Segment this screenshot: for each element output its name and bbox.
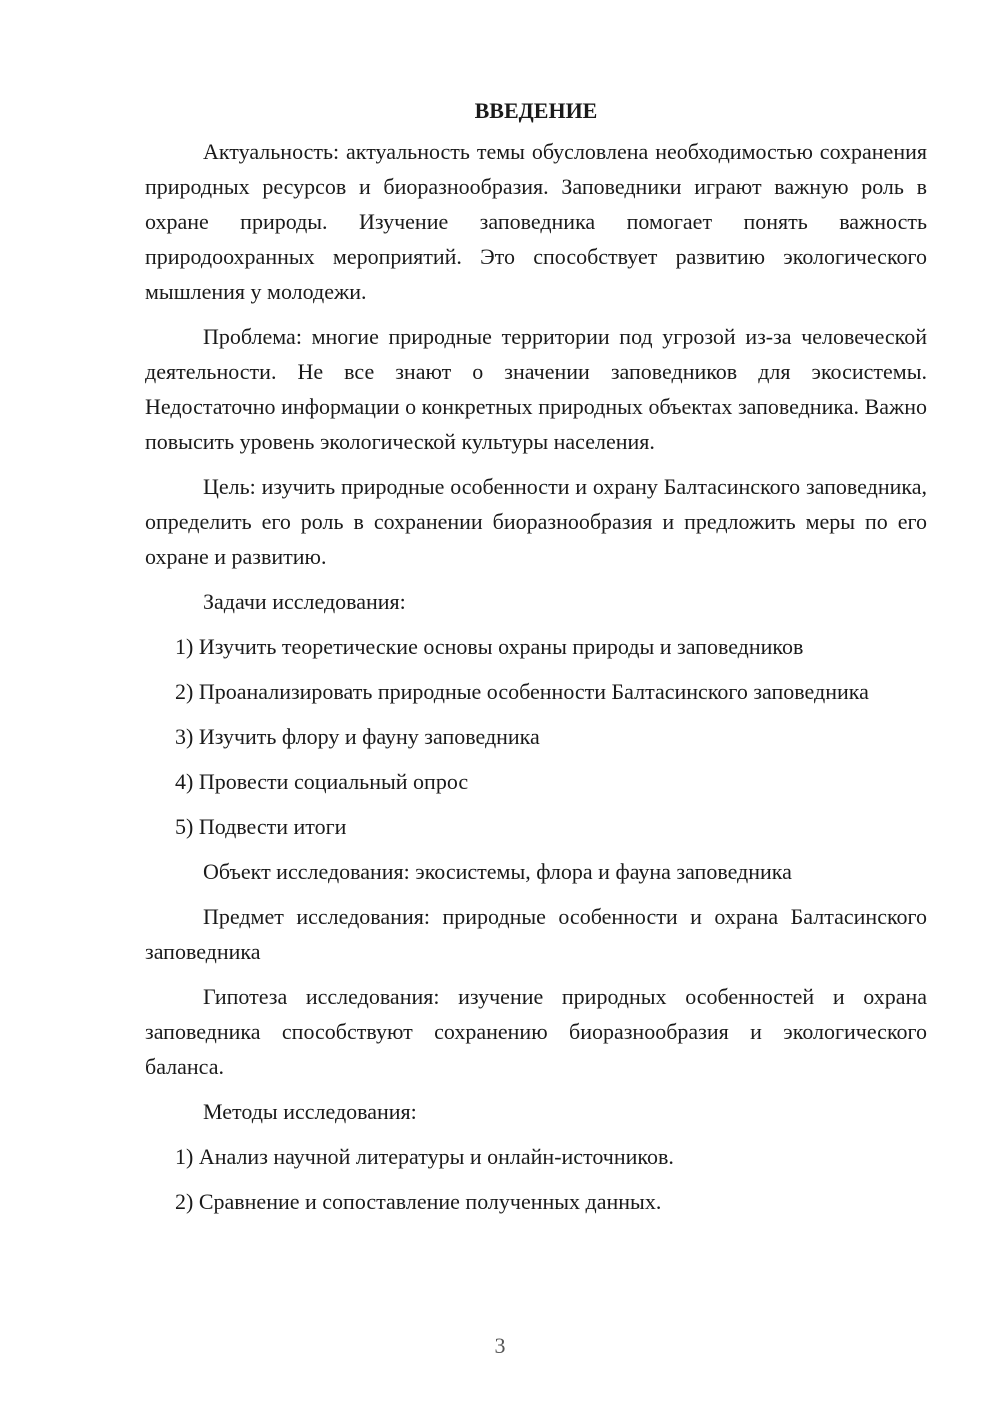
task-item-2: 2) Проанализировать природные особенности Балтасинского заповедника	[175, 679, 869, 704]
document-page	[145, 96, 927, 1229]
task-item-3: 3) Изучить флору и фауну заповедника	[175, 724, 540, 749]
document-title: ВВЕДЕНИЕ	[474, 98, 598, 123]
task-item-5: 5) Подвести итоги	[175, 814, 347, 839]
relevance-paragraph: Актуальность: актуальность темы обусловлена необходимостью сохранения природных ресурсов и биоразнообразия. Заповедники играют важную роль в охране природы. Изучение заповедника помогает понять важность природоохранных мероприятий. Это способствует развитию экологического мышления у молодежи.	[145, 139, 927, 304]
method-item-2: 2) Сравнение и сопоставление полученных данных.	[175, 1189, 662, 1214]
object-paragraph: Объект исследования: экосистемы, флора и фауна заповедника	[203, 859, 792, 884]
task-item-1: 1) Изучить теоретические основы охраны природы и заповедников	[175, 634, 804, 659]
methods-heading: Методы исследования:	[203, 1099, 417, 1124]
goal-paragraph: Цель: изучить природные особенности и охрану Балтасинского заповедника, определить его роль в сохранении биоразнообразия и предложить меры по его охране и развитию.	[145, 474, 927, 569]
method-item-1: 1) Анализ научной литературы и онлайн-источников.	[175, 1144, 674, 1169]
problem-paragraph: Проблема: многие природные территории под угрозой из-за человеческой деятельности. Не все знают о значении заповедников для экосистемы. Недостаточно информации о конкретных природных объектах заповедника. Важно повысить уровень экологической культуры населения.	[145, 324, 927, 454]
hypothesis-paragraph: Гипотеза исследования: изучение природных особенностей и охрана заповедника способствуют сохранению биоразнообразия и экологического баланса.	[145, 984, 927, 1079]
tasks-heading: Задачи исследования:	[203, 589, 406, 614]
task-item-4: 4) Провести социальный опрос	[175, 769, 469, 794]
page-number: 3	[494, 1333, 506, 1358]
subject-paragraph: Предмет исследования: природные особенности и охрана Балтасинского заповедника	[145, 904, 927, 964]
